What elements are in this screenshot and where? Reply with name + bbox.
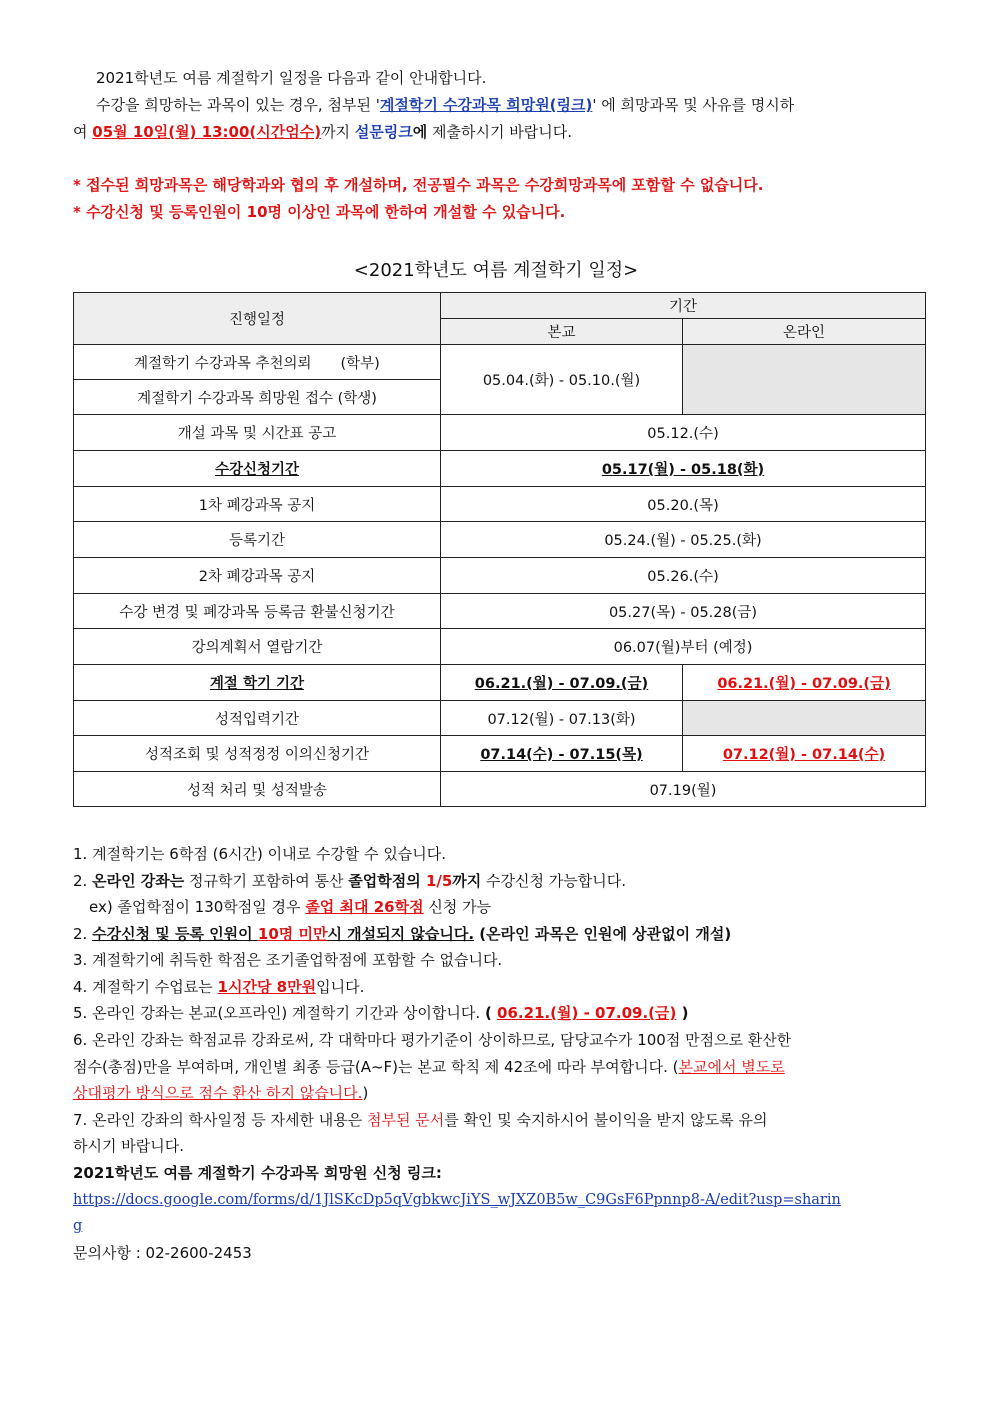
row-grade-send-date: 07.19(월) [441, 772, 926, 807]
note-2: 2. 온라인 강좌는 정규학기 포함하여 통산 졸업학점의 1/5까지 수강신청 가능합니다. [73, 872, 626, 890]
row-first-cancel: 1차 폐강과목 공지 [74, 487, 441, 522]
row-semester-period: 계절 학기 기간 [74, 665, 441, 701]
schedule-title: <2021학년도 여름 계절학기 일정> [353, 260, 639, 281]
deadline-date: 05월 10일(월) 13:00(시간엄수) [92, 123, 322, 141]
row-second-cancel-date: 05.26.(수) [441, 558, 926, 594]
row-refund-date: 05.27(목) - 05.28(금) [441, 594, 926, 629]
row-course-announce: 개설 과목 및 시간표 공고 [74, 415, 441, 451]
survey-link[interactable]: 설문링크 [354, 123, 413, 141]
row-semester-online-date: 06.21.(월) - 07.09.(금) [683, 665, 926, 701]
wish-form-url-cont[interactable]: g [73, 1218, 83, 1234]
row-registration-period: 수강신청기간 [74, 451, 441, 487]
note-2-example: ex) 졸업학점이 130학점일 경우 졸업 최대 26학점 신청 가능 [89, 898, 492, 916]
row-registration-date: 05.17(월) - 05.18(화) [441, 451, 926, 487]
row-grade-input-date: 07.12(월) - 07.13(화) [441, 701, 683, 736]
note-2b: 2. 수강신청 및 등록 인원이 10명 미만시 개설되지 않습니다. (온라인 과목은 인원에 상관없이 개설) [73, 925, 732, 943]
header-period: 기간 [441, 293, 926, 319]
row-recommend-request: 계절학기 수강과목 추천의뢰 (학부) [74, 345, 441, 380]
row-grade-input: 성적입력기간 [74, 701, 441, 736]
note-3: 3. 계절학기에 취득한 학점은 조기졸업학점에 포함할 수 없습니다. [73, 951, 503, 969]
row-grade-inquiry-main-date: 07.14(수) - 07.15(목) [441, 736, 683, 772]
note-7-line-2: 하시기 바랍니다. [73, 1137, 184, 1155]
header-progress: 진행일정 [74, 293, 441, 345]
row-syllabus-date: 06.07(월)부터 (예정) [441, 629, 926, 665]
row-grade-send: 성적 처리 및 성적발송 [74, 772, 441, 807]
row-syllabus: 강의계획서 열람기간 [74, 629, 441, 665]
note-5: 5. 온라인 강좌는 본교(오프라인) 계절학기 기간과 상이합니다. ( 06.21.(월) - 07.09.(금) ) [73, 1004, 689, 1022]
wish-form-link[interactable]: 계절학기 수강과목 희망원(링크) [379, 96, 593, 114]
header-online: 온라인 [683, 319, 926, 345]
note-1: 1. 계절학기는 6학점 (6시간) 이내로 수강할 수 있습니다. [73, 845, 447, 863]
note-6-line-3: 상대평가 방식으로 점수 환산 하지 않습니다.) [73, 1084, 369, 1102]
wish-form-url[interactable]: https://docs.google.com/forms/d/1JlSKcDp5qVgbkwcJiYS_wJXZ0B5w_C9GsF6Ppnnp8-A/edit?usp=sharin [73, 1192, 841, 1208]
row-first-cancel-date: 05.20.(목) [441, 487, 926, 522]
notice-1: * 접수된 희망과목은 해당학과와 협의 후 개설하며, 전공필수 과목은 수강희망과목에 포함할 수 없습니다. [73, 176, 764, 194]
note-4: 4. 계절학기 수업료는 1시간당 8만원입니다. [73, 978, 365, 996]
notice-2: * 수강신청 및 등록인원이 10명 이상인 과목에 한하여 개설할 수 있습니다. [73, 203, 566, 221]
contact-info: 문의사항 : 02-2600-2453 [73, 1244, 252, 1262]
note-6-line-2: 점수(총점)만을 부여하며, 개인별 최종 등급(A~F)는 본교 학칙 제 42조에 따라 부여합니다. (본교에서 별도로 [73, 1058, 785, 1076]
row-recommend-online-empty [683, 345, 926, 415]
row-refund: 수강 변경 및 폐강과목 등록금 환불신청기간 [74, 594, 441, 629]
row-wish-receipt: 계절학기 수강과목 희망원 접수 (학생) [74, 380, 441, 415]
note-7-line-1: 7. 온라인 강좌의 학사일정 등 자세한 내용은 첨부된 문서를 확인 및 숙지하시어 불이익을 받지 않도록 유의 [73, 1111, 768, 1129]
row-recommend-date: 05.04.(화) - 05.10.(월) [441, 345, 683, 415]
row-grade-inquiry: 성적조회 및 성적정정 이의신청기간 [74, 736, 441, 772]
note-6-line-1: 6. 온라인 강좌는 학점교류 강좌로써, 각 대학마다 평가기준이 상이하므로, 담당교수가 100점 만점으로 환산한 [73, 1031, 792, 1049]
intro-line-2: 수강을 희망하는 과목이 있는 경우, 첨부된 '계절학기 수강과목 희망원(링크)' 에 희망과목 및 사유를 명시하 [96, 96, 795, 114]
header-main-campus: 본교 [441, 319, 683, 345]
row-grade-input-online-empty [683, 701, 926, 736]
row-enrollment-date: 05.24.(월) - 05.25.(화) [441, 522, 926, 558]
row-second-cancel: 2차 폐강과목 공지 [74, 558, 441, 594]
intro-line-3: 여 05월 10일(월) 13:00(시간엄수)까지 설문링크에 제출하시기 바랍니다. [73, 123, 572, 141]
row-grade-inquiry-online-date: 07.12(월) - 07.14(수) [683, 736, 926, 772]
schedule-table [73, 292, 926, 807]
intro-line-1: 2021학년도 여름 계절학기 일정을 다음과 같이 안내합니다. [96, 69, 487, 87]
row-enrollment: 등록기간 [74, 522, 441, 558]
row-course-announce-date: 05.12.(수) [441, 415, 926, 451]
row-semester-main-date: 06.21.(월) - 07.09.(금) [441, 665, 683, 701]
link-label: 2021학년도 여름 계절학기 수강과목 희망원 신청 링크: [73, 1164, 442, 1182]
